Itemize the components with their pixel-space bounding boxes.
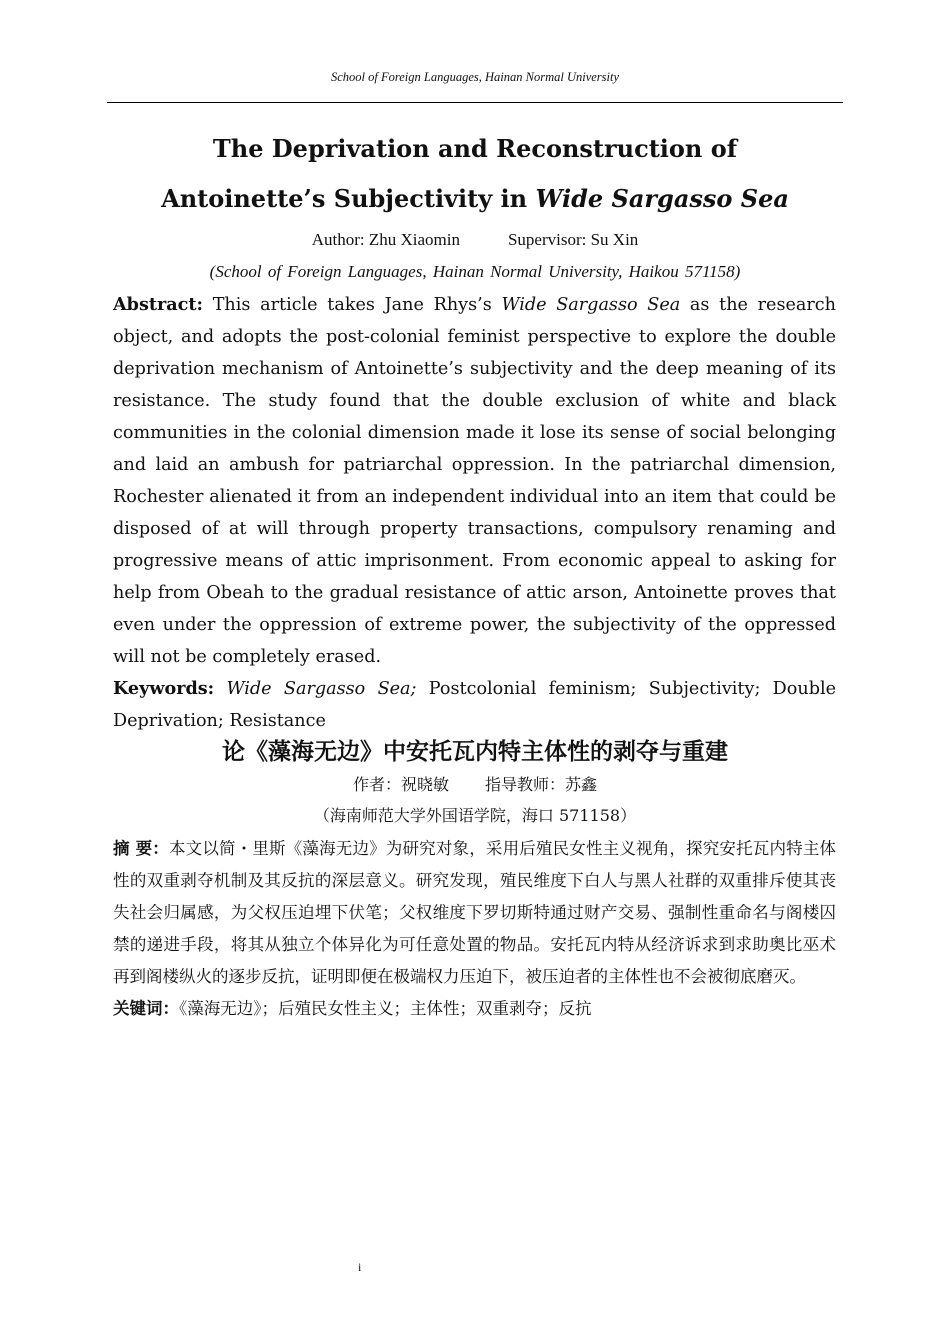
supervisor-zh: 指导教师：苏鑫 [485,775,598,794]
keywords-en [113,673,836,737]
supervisor-en: Supervisor: Su Xin [507,230,639,249]
abstract-zh-text: 本文以简・里斯《藻海无边》为研究对象，采用后殖民女性主义视角，探究安托瓦内特主体性的双重剥夺机制及其反抗的深层意义。研究发现，殖民维度下白人与黑人社群的双重排斥使其丧失社会归属感，为父权压迫埋下伏笔；父权维度下罗切斯特通过财产交易、强制性重命名与阁楼囚禁的递进手段，将其从独立个体异化为可任意处置的物品。安托瓦内特从经济诉求到求助奥比巫术再到阁楼纵火的逐步反抗，证明即便在极端权力压迫下，被压迫者的主体性也不会被彻底磨灭。 [113,839,836,986]
abstract-zh-block [113,833,836,1025]
affiliation-en: (School of Foreign Languages, Hainan Normal University, Haikou 571158) [209,262,741,281]
keywords-en-italic: Wide Sargasso Sea; [226,679,417,699]
keywords-zh-label: 关键词： [113,999,179,1018]
author-zh: 作者：祝晓敏 [352,775,449,794]
keywords-en-label: Keywords: [113,678,215,699]
author-en: Author: Zhu Xiaomin [311,230,460,249]
header-rule [107,102,843,103]
page-number: i [358,1260,362,1274]
affiliation-zh: （海南师范大学外国语学院，海口 571158） [313,806,637,825]
title-zh: 论《藻海无边》中安托瓦内特主体性的剥夺与重建 [222,739,728,765]
running-head: School of Foreign Languages, Hainan Normal University [330,70,620,84]
byline-en [107,230,843,250]
title-en-line-2 [107,183,843,215]
keywords-en-text: Postcolonial feminism; Subjectivity; Double Deprivation; Resistance [113,679,837,731]
abstract-en-novel-name: Wide Sargasso Sea [501,295,681,315]
abstract-en-label: Abstract: [113,294,203,315]
title-en-line-1: The Deprivation and Reconstruction of [212,134,738,163]
keywords-zh-text: 《藻海无边》；后殖民女性主义；主体性；双重剥夺；反抗 [179,999,592,1018]
title-en-line-2-prefix: Antoinette’s Subjectivity in [161,184,536,213]
keywords-zh [113,993,836,1025]
abstract-zh-label: 摘 要： [113,839,169,858]
byline-zh [107,772,843,795]
abstract-en-text-rest: as the research object, and adopts the post-colonial feminist perspective to explore the double deprivation mechanism of Antoinette’s subjectivity and the deep meaning of its resistance. The study found that the double exclusion of white and black communities in the colonial dimension made it lose its sense of social belonging and laid an ambush for patriarchal oppression. In the patriarchal dimension, Rochester alienated it from an independent individual into an item that could be disposed of at will through property transactions, compulsory renaming and progressive means of attic imprisonment. From economic appeal to asking for help from Obeah to the gradual resistance of attic arson, Antoinette proves that even under the oppression of extreme power, the subjectivity of the oppressed will not be completely erased. [113,295,836,667]
abstract-en-block [113,289,836,737]
abstract-en [113,289,836,673]
title-en-novel-name: Wide Sargasso Sea [535,184,789,213]
abstract-zh [113,833,836,993]
abstract-en-text-start: This article takes Jane Rhys’s [203,295,502,315]
